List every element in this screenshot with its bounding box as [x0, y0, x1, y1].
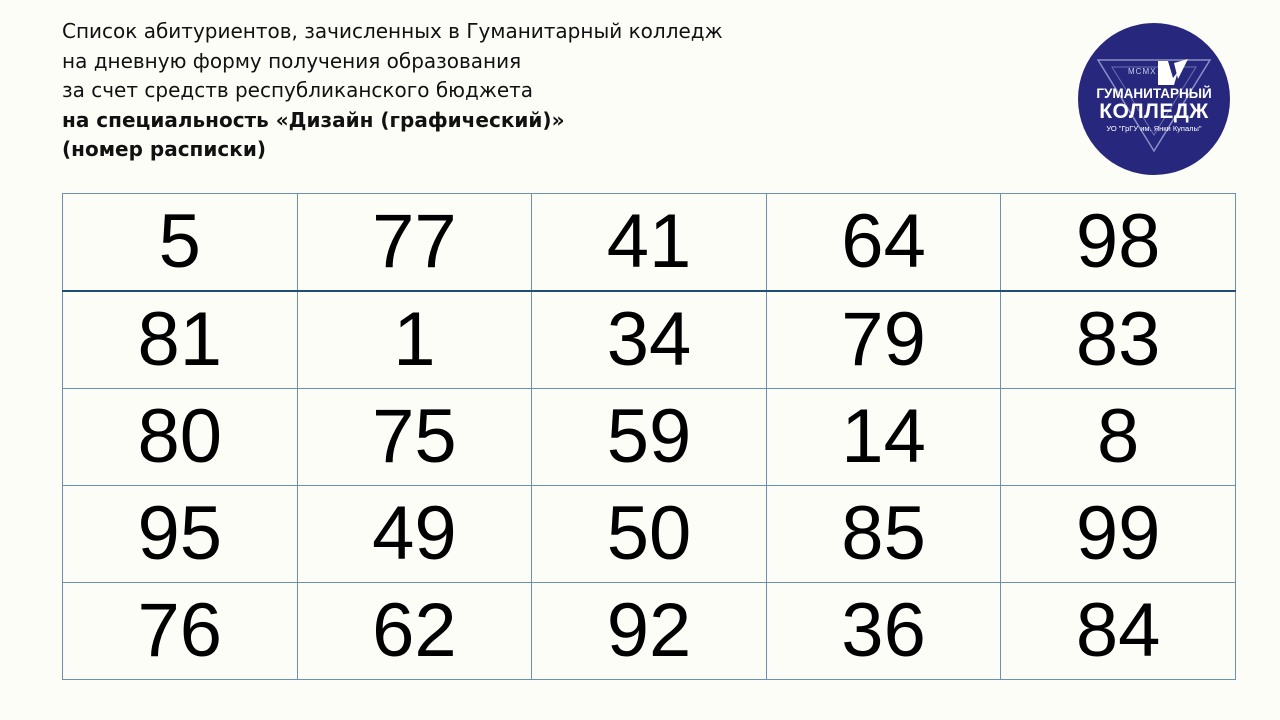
- receipt-number-cell: 50: [532, 486, 767, 583]
- receipt-number-cell: 41: [532, 194, 767, 292]
- receipt-number-cell: 81: [63, 291, 298, 389]
- header-line-3: за счет средств республиканского бюджета: [62, 78, 534, 102]
- receipt-number-cell: 49: [297, 486, 532, 583]
- receipt-number-cell: 34: [532, 291, 767, 389]
- receipt-number-cell: 64: [766, 194, 1001, 292]
- receipt-number-cell: 85: [766, 486, 1001, 583]
- receipt-number-cell: 59: [532, 389, 767, 486]
- college-logo: [1078, 23, 1230, 175]
- receipt-number-cell: 62: [297, 583, 532, 680]
- receipt-number-cell: 92: [532, 583, 767, 680]
- logo-mark: MCMX: [1128, 67, 1157, 76]
- receipt-number-cell: 5: [63, 194, 298, 292]
- header-text: [62, 17, 723, 165]
- receipt-number-cell: 14: [766, 389, 1001, 486]
- table-row: [63, 486, 1236, 583]
- receipt-number-cell: 75: [297, 389, 532, 486]
- receipt-number-cell: 76: [63, 583, 298, 680]
- logo-line-3: УО "ГрГУ им. Янки Купалы": [1106, 124, 1202, 133]
- receipt-number-cell: 84: [1001, 583, 1236, 680]
- logo-line-1: ГУМАНИТАРНЫЙ: [1096, 86, 1212, 101]
- receipt-number-cell: 83: [1001, 291, 1236, 389]
- receipt-number-cell: 99: [1001, 486, 1236, 583]
- receipt-number-cell: 98: [1001, 194, 1236, 292]
- table-row: [63, 291, 1236, 389]
- receipt-number-cell: 1: [297, 291, 532, 389]
- header-line-2: на дневную форму получения образования: [62, 48, 522, 73]
- receipt-number-cell: 8: [1001, 389, 1236, 486]
- table-row: [63, 194, 1236, 292]
- receipt-number-cell: 80: [63, 389, 298, 486]
- receipt-number-cell: 77: [297, 194, 532, 292]
- header-receipt-note: (номер расписки): [62, 137, 266, 161]
- header-specialty: на специальность «Дизайн (графический)»: [62, 107, 565, 132]
- receipt-number-cell: 36: [766, 583, 1001, 680]
- table-row: [63, 583, 1236, 680]
- header-line-1: Список абитуриентов, зачисленных в Гуманитарный колледж: [62, 19, 723, 43]
- receipt-number-cell: 79: [766, 291, 1001, 389]
- receipt-number-cell: 95: [63, 486, 298, 583]
- table-row: [63, 389, 1236, 486]
- receipt-numbers-table: [62, 193, 1236, 680]
- logo-line-2: КОЛЛЕДЖ: [1099, 100, 1209, 123]
